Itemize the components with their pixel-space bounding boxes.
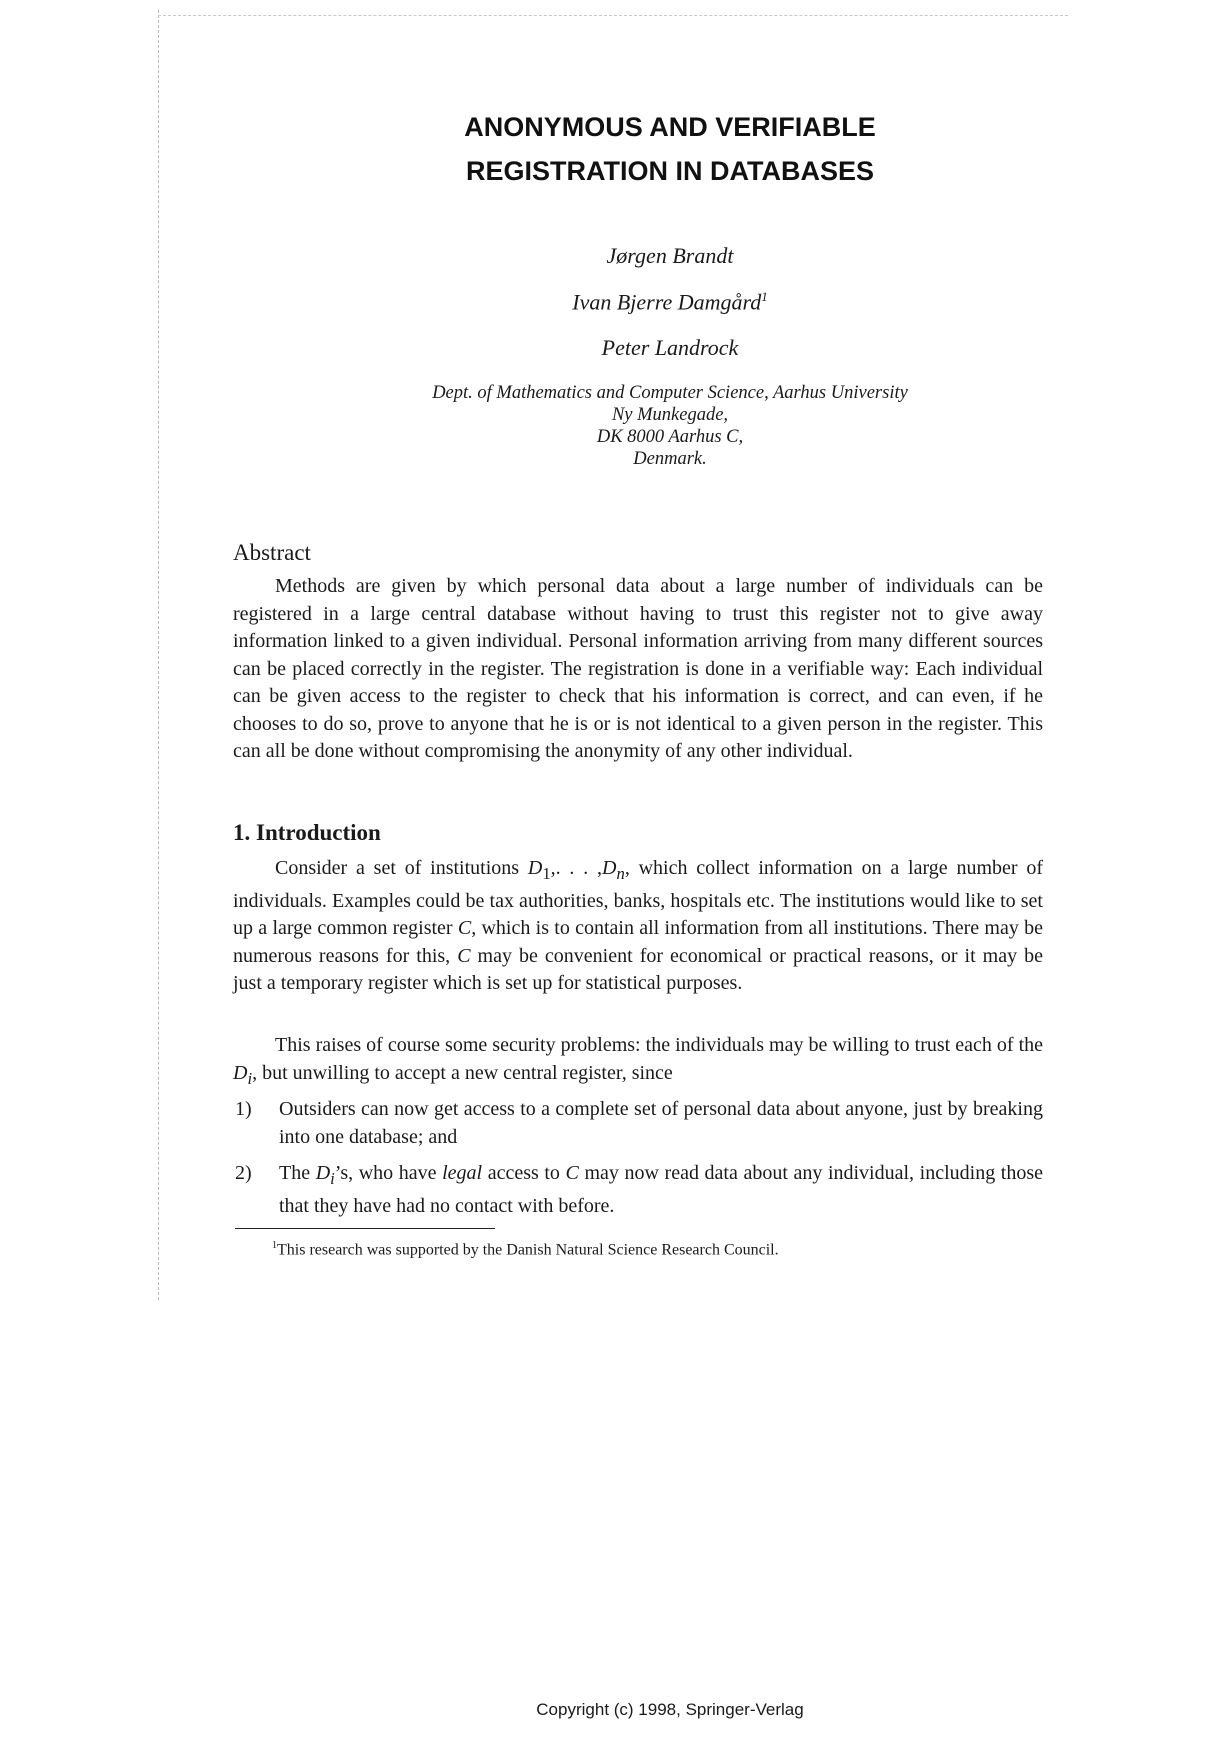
introduction-heading: 1. Introduction xyxy=(233,820,381,845)
list-item-2-text: The $D_i’s$, who have legal access to C may now read data about any individual, including those that they have had no contact with before. xyxy=(279,1162,1043,1217)
affiliation-line-2: Ny Munkegade, xyxy=(611,405,729,425)
intro-paragraph-2: This raises of course some security problems: the individuals may be willing to trust each of the $D_i$, but unwilling to accept a new central register, since xyxy=(233,1034,1043,1088)
abstract-text: Methods are given by which personal data about a large number of individuals can be registered in a large central database without having to trust this register not to give away information linked to a given individual. Personal information arriving from many different sources can be placed correctly in the register. The registration is done in a verifiable way: Each individual can be given access to the register to check that his information is correct, and can even, if he chooses to do so, prove to anyone that he is or is not identical to a given person in the register. This can all be done without compromising the anonymity of any other individual. xyxy=(233,575,1043,762)
author-3: Peter Landrock xyxy=(601,335,739,360)
affiliation-line-4: Denmark. xyxy=(633,449,707,469)
affiliation-line-3: DK 8000 Aarhus C, xyxy=(596,427,744,447)
list-item-1 xyxy=(233,1096,1043,1151)
list-item-2 xyxy=(233,1160,1043,1220)
abstract-heading: Abstract xyxy=(233,540,311,565)
footnote-mark: 1 xyxy=(272,1240,277,1251)
footnote-rule xyxy=(235,1228,495,1229)
scan-edge-top xyxy=(158,15,1068,16)
footnote-text: This research was supported by the Danish Natural Science Research Council. xyxy=(277,1241,779,1259)
intro-paragraph-1: Consider a set of institutions $D_1$,. . . $,D_n$, which collect information on a large number of individuals. Examples could be tax authorities, banks, hospitals etc. The institutions would like to set up a large common register C, which is to contain all information from all institutions. There may be numerous reasons for this, C may be convenient for economical or practical reasons, or it may be just a temporary register which is set up for statistical purposes. xyxy=(233,857,1044,994)
author-1: Jørgen Brandt xyxy=(606,243,734,268)
list-item-1-number: 1) xyxy=(235,1098,252,1120)
title-line-1: ANONYMOUS AND VERIFIABLE xyxy=(464,112,876,142)
list-item-2-number: 2) xyxy=(235,1162,252,1184)
author-2: Ivan Bjerre Damgård$^1$ xyxy=(572,289,768,315)
author-2-footnote-mark: 1 xyxy=(761,289,768,304)
scan-edge-left xyxy=(158,10,159,1300)
footnote xyxy=(272,1240,779,1259)
paper-title xyxy=(300,105,1040,193)
copyright-notice: Copyright (c) 1998, Springer-Verlag xyxy=(536,1700,804,1719)
affiliation-line-1: Dept. of Mathematics and Computer Science, Aarhus University xyxy=(432,383,908,403)
list-item-1-text: Outsiders can now get access to a complete set of personal data about anyone, just by breaking into one database; and xyxy=(279,1098,1043,1148)
affiliation xyxy=(300,382,1040,470)
title-line-2: REGISTRATION IN DATABASES xyxy=(465,156,874,186)
